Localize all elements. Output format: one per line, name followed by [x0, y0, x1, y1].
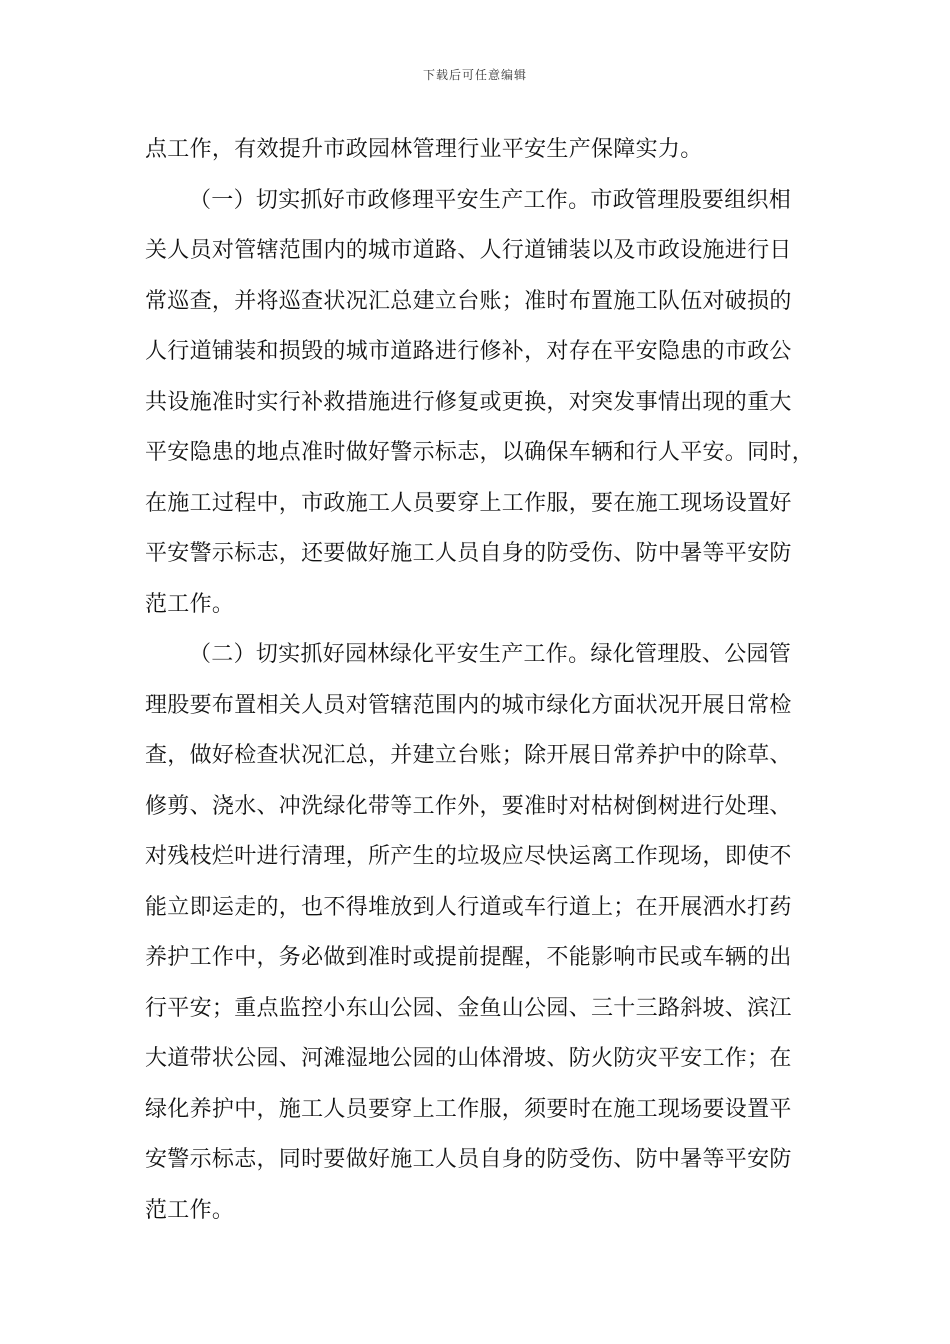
text-line: 理股要布置相关人员对管辖范围内的城市绿化方面状况开展日常检 [145, 692, 792, 718]
text-line: 人行道铺装和损毁的城市道路进行修补，对存在平安隐患的市政公 [145, 339, 792, 364]
text-line: 对残枝烂叶进行清理，所产生的垃圾应尽快运离工作现场，即使不 [145, 844, 792, 869]
text-line: 平安警示标志，还要做好施工人员自身的防受伤、防中暑等平安防 [145, 541, 792, 566]
text-line: 查，做好检查状况汇总，并建立台账；除开展日常养护中的除草、 [145, 743, 792, 768]
text-line: 范工作。 [145, 1197, 235, 1223]
text-line: 养护工作中，务必做到准时或提前提醒，不能影响市民或车辆的出 [145, 945, 792, 970]
text-line: 绿化养护中，施工人员要穿上工作服，须要时在施工现场要设置平 [145, 1096, 792, 1122]
document-body [145, 125, 815, 1236]
text-line: 能立即运走的，也不得堆放到人行道或车行道上；在开展洒水打药 [145, 894, 792, 920]
text-line: 安警示标志，同时要做好施工人员自身的防受伤、防中暑等平安防 [145, 1147, 792, 1172]
text-line: 常巡查，并将巡查状况汇总建立台账；准时布置施工队伍对破损的 [145, 288, 792, 314]
text-line: （二）切实抓好园林绿化平安生产工作。绿化管理股、公园管 [189, 642, 792, 667]
text-line: 范工作。 [145, 591, 235, 617]
text-line: 共设施准时实行补救措施进行修复或更换，对突发事情出现的重大 [145, 389, 792, 415]
text-line: 平安隐患的地点准时做好警示标志，以确保车辆和行人平安。同时， [145, 440, 815, 465]
text-line: 在施工过程中，市政施工人员要穿上工作服，要在施工现场设置好 [145, 490, 792, 516]
text-line: 关人员对管辖范围内的城市道路、人行道铺装以及市政设施进行日 [145, 238, 792, 263]
text-line: 大道带状公园、河滩湿地公园的山体滑坡、防火防灾平安工作；在 [145, 1046, 792, 1071]
text-line: 修剪、浇水、冲洗绿化带等工作外，要准时对枯树倒树进行处理、 [145, 793, 792, 819]
text-line: （一）切实抓好市政修理平安生产工作。市政管理股要组织相 [189, 187, 792, 213]
text-line: 点工作，有效提升市政园林管理行业平安生产保障实力。 [145, 137, 703, 162]
text-line: 行平安；重点监控小东山公园、金鱼山公园、三十三路斜坡、滨江 [145, 995, 792, 1021]
header-note: 下载后可任意编辑 [422, 68, 527, 82]
